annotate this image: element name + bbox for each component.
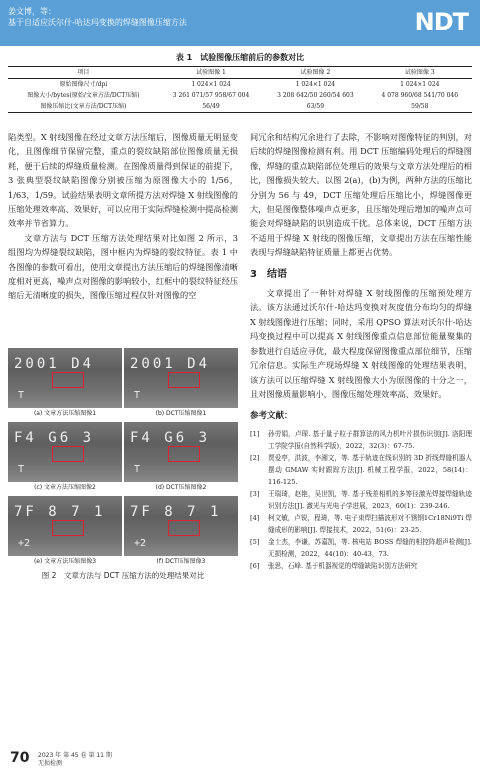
figure-panel — [8, 422, 122, 494]
reference-item — [250, 536, 472, 560]
reference-number: [5] — [250, 537, 260, 546]
weld-marking-text: 7F 8 7 1 — [14, 504, 106, 520]
reference-item — [250, 512, 472, 536]
journal-logo: NDT — [414, 8, 468, 36]
table-row — [8, 101, 472, 113]
panel-caption: (e) 文章方法压缩图像3 — [33, 558, 97, 565]
figure-panel — [124, 496, 238, 568]
figure-caption: 图 2 文章方法与 DCT 压缩方法的处理结果对比 — [41, 571, 205, 580]
left-column — [8, 130, 238, 303]
table-cell: 1 024×1 024 — [191, 81, 231, 88]
reference-text: 张思，石峰. 基于机器视觉的焊缝缺陷识别方法研究 — [268, 561, 418, 570]
reference-item — [250, 452, 472, 488]
page-header — [0, 0, 480, 46]
table-row — [8, 79, 472, 91]
table-header-cell: 试验图像 2 — [263, 67, 367, 79]
reference-number: [3] — [250, 489, 260, 498]
figure-row — [8, 348, 238, 420]
image-marker: T — [134, 390, 141, 401]
panel-caption: (c) 文章方法压缩图像2 — [34, 484, 96, 491]
table-cell: 56/49 — [159, 101, 263, 113]
crack-highlight-box — [168, 520, 200, 536]
weld-marking-text: 2001 D4 — [130, 356, 211, 372]
page-number: 70 — [10, 750, 30, 766]
reference-text: 柯文敏，卢锐，程琦，等. 电子束焊扫描波形对不锈钢1Cr18Ni9Ti 焊缝成形的影响[J]. 焊接技术，2022，51(6)：23-25. — [268, 513, 472, 534]
image-marker: +2 — [18, 538, 31, 549]
figure-panel — [124, 348, 238, 420]
table-header-cell: 试验图像 3 — [368, 67, 472, 79]
table-header-cell: 试验图像 1 — [159, 67, 263, 79]
table-cell: 原始图像尺寸/dpi — [59, 81, 108, 88]
table-cell: 4 078 960/68 541/70 046 — [381, 92, 459, 99]
weld-xray-image — [8, 496, 122, 556]
references-heading: 参考文献： — [250, 411, 293, 422]
figure-panel — [8, 496, 122, 568]
body-paragraph: 陷类型。X 射线图像在经过文章方法压缩后，图像质量无明显变化，且图像细节保留完整，重点的裂纹缺陷部位图像质量无损耗，便于后续的焊缝质量检测。在图像质量得到保证的前提下，3 张典型裂纹缺陷图像分别被压缩为原图像大小的 1/56，1/63，1/59。试验结果表明文章所提方法对焊缝 X 射线图像的压缩处理效率高、效果好，可以应用于实际焊缝检测中提高检测效率并节省算力。 — [8, 132, 238, 229]
panel-caption: (a) 文章方法压缩图像1 — [33, 410, 97, 417]
weld-xray-image — [124, 422, 238, 482]
image-marker: T — [18, 390, 25, 401]
crack-highlight-box — [52, 520, 84, 536]
figure-row — [8, 422, 238, 494]
weld-xray-image — [8, 348, 122, 408]
running-head-title: 基于自适应沃尔什-哈达玛变换的焊缝图像压缩方法 — [8, 18, 187, 27]
table-cell: 1 024×1 024 — [400, 81, 440, 88]
crack-highlight-box — [168, 372, 200, 388]
weld-xray-image — [8, 422, 122, 482]
figure-row — [8, 496, 238, 568]
table-cell: 1 024×1 024 — [295, 81, 336, 88]
weld-xray-image — [124, 348, 238, 408]
running-head-authors: 姜文博，等： — [8, 7, 56, 16]
table-cell: 59/58 — [368, 101, 472, 113]
weld-marking-text: F4 G6 3 — [14, 430, 95, 446]
crack-highlight-box — [52, 372, 84, 388]
figure-2 — [8, 348, 238, 581]
table-cell: 3 208 642/50 260/54 603 — [277, 92, 354, 99]
weld-marking-text: F4 G6 3 — [130, 430, 211, 446]
weld-marking-text: 7F 8 7 1 — [130, 504, 222, 520]
body-paragraph: 文章方法与 DCT 压缩方法处理结果对比如图 2 所示，3 组图均为焊缝裂纹缺陷，图中框内为焊缝的裂纹特征。表 1 中各图像的参数可看出，使用文章提出方法压缩后的焊缝图像清晰度相对更高，噪声点对图像的影响较小，红框中的裂纹特征经压缩后无清晰度的损失，图像压缩过程仅针对图像的空 — [8, 232, 238, 301]
table-row — [8, 90, 472, 101]
reference-text: 王瑞琦，赵艳，吴世凯，等. 基于残差相机的多等径激光焊接焊缝轨迹识别方法[J]. 激光与光电子学进展，2023，60(1)：239-246. — [268, 489, 472, 510]
page-footer — [38, 752, 112, 768]
reference-number: [2] — [250, 453, 260, 462]
table-cell: 图像大小/bytes(原始/文章方法/DCT压缩) — [27, 92, 140, 99]
image-marker: +2 — [134, 538, 147, 549]
image-marker: T — [134, 464, 141, 475]
table-cell: 3 261 071/57 958/67 004 — [172, 92, 250, 99]
body-paragraph: 文章提出了一种针对焊缝 X 射线图像的压缩预处理方法。该方法通过沃尔什-哈达玛变换对灰度值分布均匀的焊缝 X 射线图像进行压缩；同时，采用 QPSO 算法对沃尔什-哈达玛变换过程中可以提高 X 射线图像重点信息部位能量聚集的参数进行自适应寻优，最大程度保留图像重点部位细节，压缩冗余信息。实际生产现场焊缝 X 射线图像的处理结果表明，该方法可以压缩焊缝 X 射线图像大小为原图像的十分之一，且对图像质量影响小，图像压缩处理效率高、效果好。 — [250, 288, 472, 399]
reference-text: 贾爱亭，洪波，李湘文，等. 基于轨迹在线识别的 3D 折线焊缝机器人摆动 GMAW 实时跟踪方法[J]. 机械工程学报，2022，58(14)：116-125. — [268, 453, 472, 486]
table-header-cell: 项目 — [8, 67, 159, 79]
table-cell: 63/59 — [263, 101, 367, 113]
reference-text: 孙劳娟，卢琛. 基于量子粒子群算法的风力机叶片损伤识别[J]. 洛阳理工学院学报(自然科学版)，2022，32(3)：67-75. — [268, 429, 472, 450]
reference-number: [4] — [250, 513, 260, 522]
crack-highlight-box — [52, 446, 84, 462]
table-title: 表 1 试验图像压缩前后的参数对比 — [175, 53, 305, 62]
panel-caption: (f) DCT压缩图像3 — [156, 558, 206, 565]
table-cell: 图像压缩比(文章方法/DCT压缩) — [8, 101, 159, 113]
figure-panel — [8, 348, 122, 420]
reference-list — [250, 428, 472, 572]
reference-item — [250, 488, 472, 512]
image-marker: T — [18, 464, 25, 475]
journal-name: 无损检测 — [38, 760, 63, 767]
right-column — [250, 130, 472, 572]
table-header-row — [8, 67, 472, 79]
reference-item — [250, 428, 472, 452]
journal-issue: 2023 年 第 45 卷 第 11 期 — [38, 752, 112, 759]
panel-caption: (b) DCT压缩图像1 — [155, 410, 207, 417]
figure-panel — [124, 422, 238, 494]
reference-number: [1] — [250, 429, 260, 438]
parameter-table — [8, 66, 472, 113]
reference-number: [6] — [250, 561, 260, 570]
weld-marking-text: 2001 D4 — [14, 356, 95, 372]
section-heading: 3 结语 — [250, 268, 287, 280]
crack-highlight-box — [168, 446, 200, 462]
reference-item — [250, 560, 472, 572]
reference-text: 金士杰，李谦，苏嘉凯，等. 核电站 BOSS 焊缝的相控阵超声检测[J]. 无损检测，2022，44(10)：40-43，73. — [268, 537, 472, 558]
body-paragraph: 间冗余和结构冗余进行了去除，不影响对图像特征的判别，对后续的焊缝图像检测有利。用 DCT 压缩编码处理后的焊缝图像，焊缝的重点缺陷部位处理后的效果与文章方法处理后的相比，图像损失较大。以图 2(a)，(b)为例，两种方法的压缩比分别为 56 与 49，DCT 压缩处理后压缩比小，焊缝图像更大，但是图像整体噪声点更多，且压缩处理后增加的噪声点可能会对焊缝缺陷的识别造成干扰。总体来说，DCT 压缩方法不适用于焊缝 X 射线的图像压缩，文章提出方法在压缩性能表现与焊缝缺陷特征质量上都更占优势。 — [250, 132, 472, 258]
panel-caption: (d) DCT压缩图像2 — [155, 484, 207, 491]
weld-xray-image — [124, 496, 238, 556]
running-head — [8, 6, 187, 28]
